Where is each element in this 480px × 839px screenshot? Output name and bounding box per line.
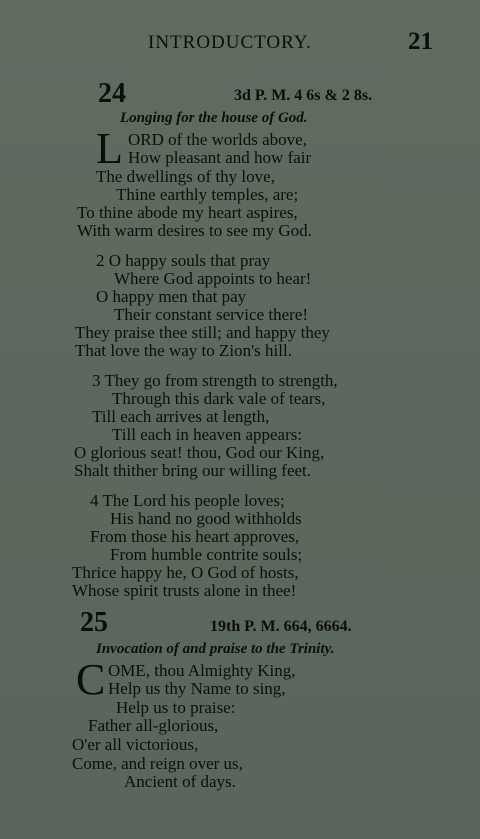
hymn-line: Their constant service there! <box>114 305 308 324</box>
hymn-title: Longing for the house of God. <box>120 110 308 126</box>
hymn-line: O glorious seat! thou, God our King, <box>74 443 325 462</box>
hymn-line: They praise thee still; and happy they <box>75 323 330 342</box>
hymn-line: Shalt thither bring our willing feet. <box>74 461 312 480</box>
hymn-line: 3 They go from strength to strength, <box>92 371 338 390</box>
hymn-line: Ancient of days. <box>124 772 236 791</box>
hymn-line: To thine abode my heart aspires, <box>77 203 298 222</box>
hymn-line: Till each arrives at length, <box>92 407 270 426</box>
hymn-line: Thine earthly temples, are; <box>116 185 299 204</box>
hymn-line: Through this dark vale of tears, <box>112 389 326 408</box>
hymn-line: 2 O happy souls that pray <box>96 251 271 270</box>
hymn-line: With warm desires to see my God. <box>77 221 312 240</box>
drop-cap: C <box>76 655 106 704</box>
hymn-title: Invocation of and praise to the Trinity. <box>96 641 335 657</box>
running-title: INTRODUCTORY. <box>148 32 312 53</box>
hymn-line: Till each in heaven appears: <box>112 425 303 444</box>
hymn-line: Whose spirit trusts alone in thee! <box>72 581 297 600</box>
hymn-line: Where God appoints to hear! <box>114 269 312 288</box>
hymn-line: ORD of the worlds above, <box>128 130 307 149</box>
hymn-number: 24 <box>98 78 126 109</box>
hymn-line: O happy men that pay <box>96 287 247 306</box>
hymn-meter: 19th P. M. 664, 6664. <box>210 618 352 635</box>
hymn-line: From those his heart approves, <box>90 527 300 546</box>
hymn-line: Come, and reign over us, <box>72 754 243 773</box>
hymn-line: Thrice happy he, O God of hosts, <box>72 563 299 582</box>
hymn-line: How pleasant and how fair <box>128 148 312 167</box>
hymn-line: From humble contrite souls; <box>110 545 303 564</box>
drop-cap: L <box>96 124 123 173</box>
hymn-meter: 3d P. M. 4 6s & 2 8s. <box>234 87 373 104</box>
hymn-line: Father all-glorious, <box>88 716 219 735</box>
hymn-line: That love the way to Zion's hill. <box>75 341 292 360</box>
hymn-line: His hand no good withholds <box>110 509 302 528</box>
hymn-line: Help us thy Name to sing, <box>108 679 286 698</box>
hymn-line: 4 The Lord his people loves; <box>90 491 285 510</box>
hymn-number: 25 <box>80 607 108 638</box>
page-number: 21 <box>408 28 433 55</box>
hymn-line: Help us to praise: <box>116 698 236 717</box>
hymn-line: The dwellings of thy love, <box>96 167 275 186</box>
hymn-line: OME, thou Almighty King, <box>108 661 296 680</box>
hymn-line: O'er all victorious, <box>72 735 199 754</box>
